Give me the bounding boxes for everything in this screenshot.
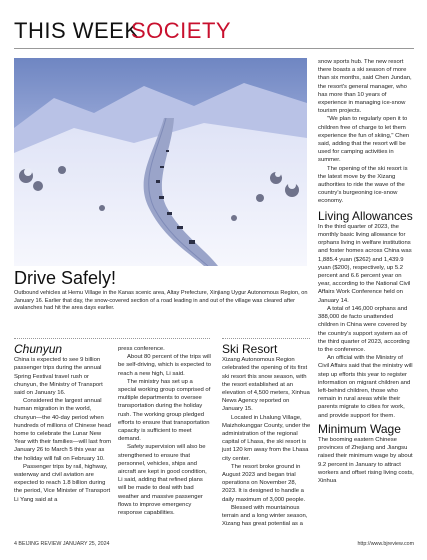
col4-p1: snow sports hub. The new resort there boasts a ski season of more than six months, said Chen Jundan, the resort's general manager, who has more than 10 years of experience in managing ice-snow tourism projects. — [318, 59, 412, 115]
header-this-week: THIS WEEK — [14, 18, 140, 43]
divider-ski — [222, 338, 310, 339]
ski-heading: Ski Resort — [222, 342, 278, 356]
lead-caption: Outbound vehicles at Hemu Village in the Kanas scenic area, Altay Prefecture, Xinjiang Uygur Autonomous Region, on January 16. Earlier that day, the snow-covered section of a road leading in and out of the village was cleared after avalanches had hit the area days earlier. — [14, 290, 308, 312]
ski-p2: Located in Lhalung Village, Maizhokunggar County, under the administration of the regional capital of Lhasa, the ski resort is just 120 km away from the Lhasa city center. — [222, 414, 311, 462]
ski-p4: Blessed with mountainous terrain and a long winter season, Xizang has great potential as a — [222, 504, 308, 528]
chunyun-p3: Passenger trips by rail, highway, waterway and civil aviation are expected to reach 1.8 billion during the period, Vice Minister of Transport Li Yang said at a — [14, 463, 111, 503]
header-rule — [14, 48, 414, 49]
header-section: SOCIETY — [131, 18, 232, 43]
col4-p2: "We plan to regularly open it to children free of charge to let them experience the fun of skiing," Chen said, adding that the resort will be used for camping activities in summer. — [318, 116, 410, 164]
col2-p4: Safety supervision will also be strengthened to ensure that personnel, vehicles, ships and aircraft are kept in good condition, Li said, adding that refined plans will be made to deal with bad weather and massive passenger flows to improve emergency response capabilities. — [118, 444, 207, 517]
chunyun-heading: Chunyun — [14, 342, 63, 356]
divider-left — [14, 338, 210, 339]
col2-p1: press conference. — [118, 346, 165, 352]
column-right — [318, 58, 414, 485]
snow-road-photo — [14, 58, 307, 266]
ski-p1: Xizang Autonomous Region celebrated the opening of its first ski resort this snow season, with the resort established at an elevation of 4,500 meters, Xinhua News Agency reported on January 15. — [222, 357, 310, 413]
footer-url: http://www.bjreview.com — [357, 541, 414, 547]
chunyun-p2: Considered the largest annual human migration in the world, chunyun—the 40-day period when hundreds of millions of Chinese head home to celebrate the Lunar New Year with their families—will last from January 26 to March 5 this year as the holiday will fall on February 10. — [14, 398, 112, 462]
living-p2: A total of 146,000 orphans and 388,000 de facto unattended children in China were covered by the country's support system as of the third quarter of 2023, according to the conference. — [318, 305, 410, 353]
lead-title: Drive Safely! — [14, 268, 117, 288]
col4-p3: The opening of the ski resort is the latest move by the Xizang authorities to ride the wave of the country's burgeoning ice-snow economy. — [318, 165, 408, 205]
column-chunyun — [14, 342, 112, 504]
col2-p2: About 80 percent of the trips will be self-driving, which is expected to reach a new high, Li said. — [118, 354, 211, 377]
living-heading: Living Allowances — [318, 208, 413, 223]
col2-p3: The ministry has set up a special working group comprised of multiple departments to oversee transportation during the holiday rush. The working group pledged efforts to ensure that transportation capacity is sufficient to meet demand. — [118, 378, 211, 443]
column-two — [118, 345, 212, 517]
page-header — [14, 18, 414, 44]
ski-p3: The resort broke ground in August 2023 and began trial operations on November 28, 2023. It is designed to handle a daily maximum of 3,000 people. — [222, 463, 306, 503]
chunyun-p1: China is expected to see 9 billion passenger trips during the annual Spring Festival travel rush or chunyun, the Ministry of Transport said on January 16. — [14, 357, 103, 397]
column-ski — [222, 342, 312, 528]
footer-issue: 4 BEIJING REVIEW JANUARY 25, 2024 — [14, 541, 110, 547]
living-p1: In the third quarter of 2023, the monthly basic living allowance for orphans living in welfare institutions and foster homes across China was 1,885.4 yuan ($262) and 1,439.9 yuan ($200), respectively, up 5.2 percent and 6.6 percent year on year, according to the National Civil Affairs Work Conference held on January 14. — [318, 223, 412, 304]
wage-p1: The booming eastern Chinese provinces of Zhejiang and Jiangsu raised their minimum wage by about 9.2 percent in January to attract workers and offset rising living costs, Xinhua — [318, 436, 414, 484]
living-p3: An official with the Ministry of Civil Affairs said that the ministry will step up efforts this year to register information on migrant children and left-behind children, those who remain in rural areas while their parents migrate to cities for work, and provide support for them. — [318, 355, 413, 419]
wage-heading: Minimum Wage — [318, 421, 401, 436]
